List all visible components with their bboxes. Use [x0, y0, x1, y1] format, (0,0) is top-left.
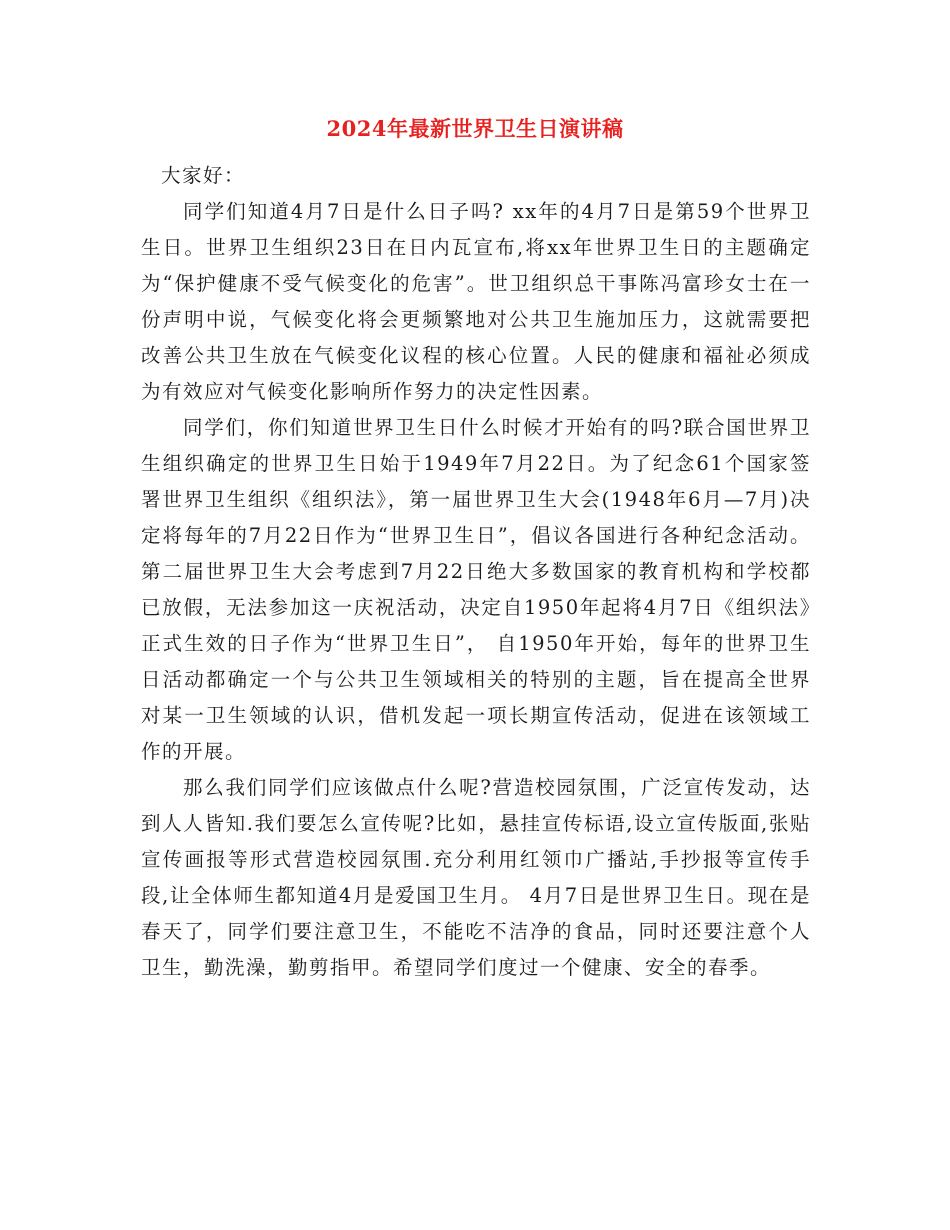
- greeting: 大家好：: [161, 164, 246, 187]
- paragraph-3: 那么我们同学们应该做点什么呢?营造校园氛围，广泛宣传发动，达到人人皆知.我们要怎么宣传呢?比如，悬挂宣传标语,设立宣传版面,张贴宣传画报等形式营造校园氛围.充分利用红领巾广播站,手抄报等宣传手段,让全体师生都知道4月是爱国卫生月。 4月7日是世界卫生日。现在是春天了，同学们要注意卫生，不能吃不洁净的食品，同时还要注意个人卫生，勤洗澡，勤剪指甲。希望同学们度过一个健康、安全的春季。: [141, 776, 811, 979]
- document-title: 2024年最新世界卫生日演讲稿: [326, 116, 624, 141]
- paragraph-2: 同学们，你们知道世界卫生日什么时候才开始有的吗?联合国世界卫生组织确定的世界卫生日始于1949年7月22日。为了纪念61个国家签署世界卫生组织《组织法》，第一届世界卫生大会(1948年6月—7月)决定将每年的7月22日作为“世界卫生日”，倡议各国进行各种纪念活动。第二届世界卫生大会考虑到7月22日绝大多数国家的教育机构和学校都已放假，无法参加这一庆祝活动，决定自1950年起将4月7日《组织法》正式生效的日子作为“世界卫生日”， 自1950年开始，每年的世界卫生日活动都确定一个与公共卫生领域相关的特别的主题，旨在提高全世界对某一卫生领域的认识，借机发起一项长期宣传活动，促进在该领域工作的开展。: [141, 416, 811, 763]
- paragraph-1: 同学们知道4月7日是什么日子吗? xx年的4月7日是第59个世界卫生日。世界卫生组织23日在日内瓦宣布,将xx年世界卫生日的主题确定为“保护健康不受气候变化的危害”。世卫组织总干事陈冯富珍女士在一份声明中说，气候变化将会更频繁地对公共卫生施加压力，这就需要把改善公共卫生放在气候变化议程的核心位置。人民的健康和福祉必须成为有效应对气候变化影响所作努力的决定性因素。: [141, 200, 811, 403]
- document-body: [141, 158, 811, 986]
